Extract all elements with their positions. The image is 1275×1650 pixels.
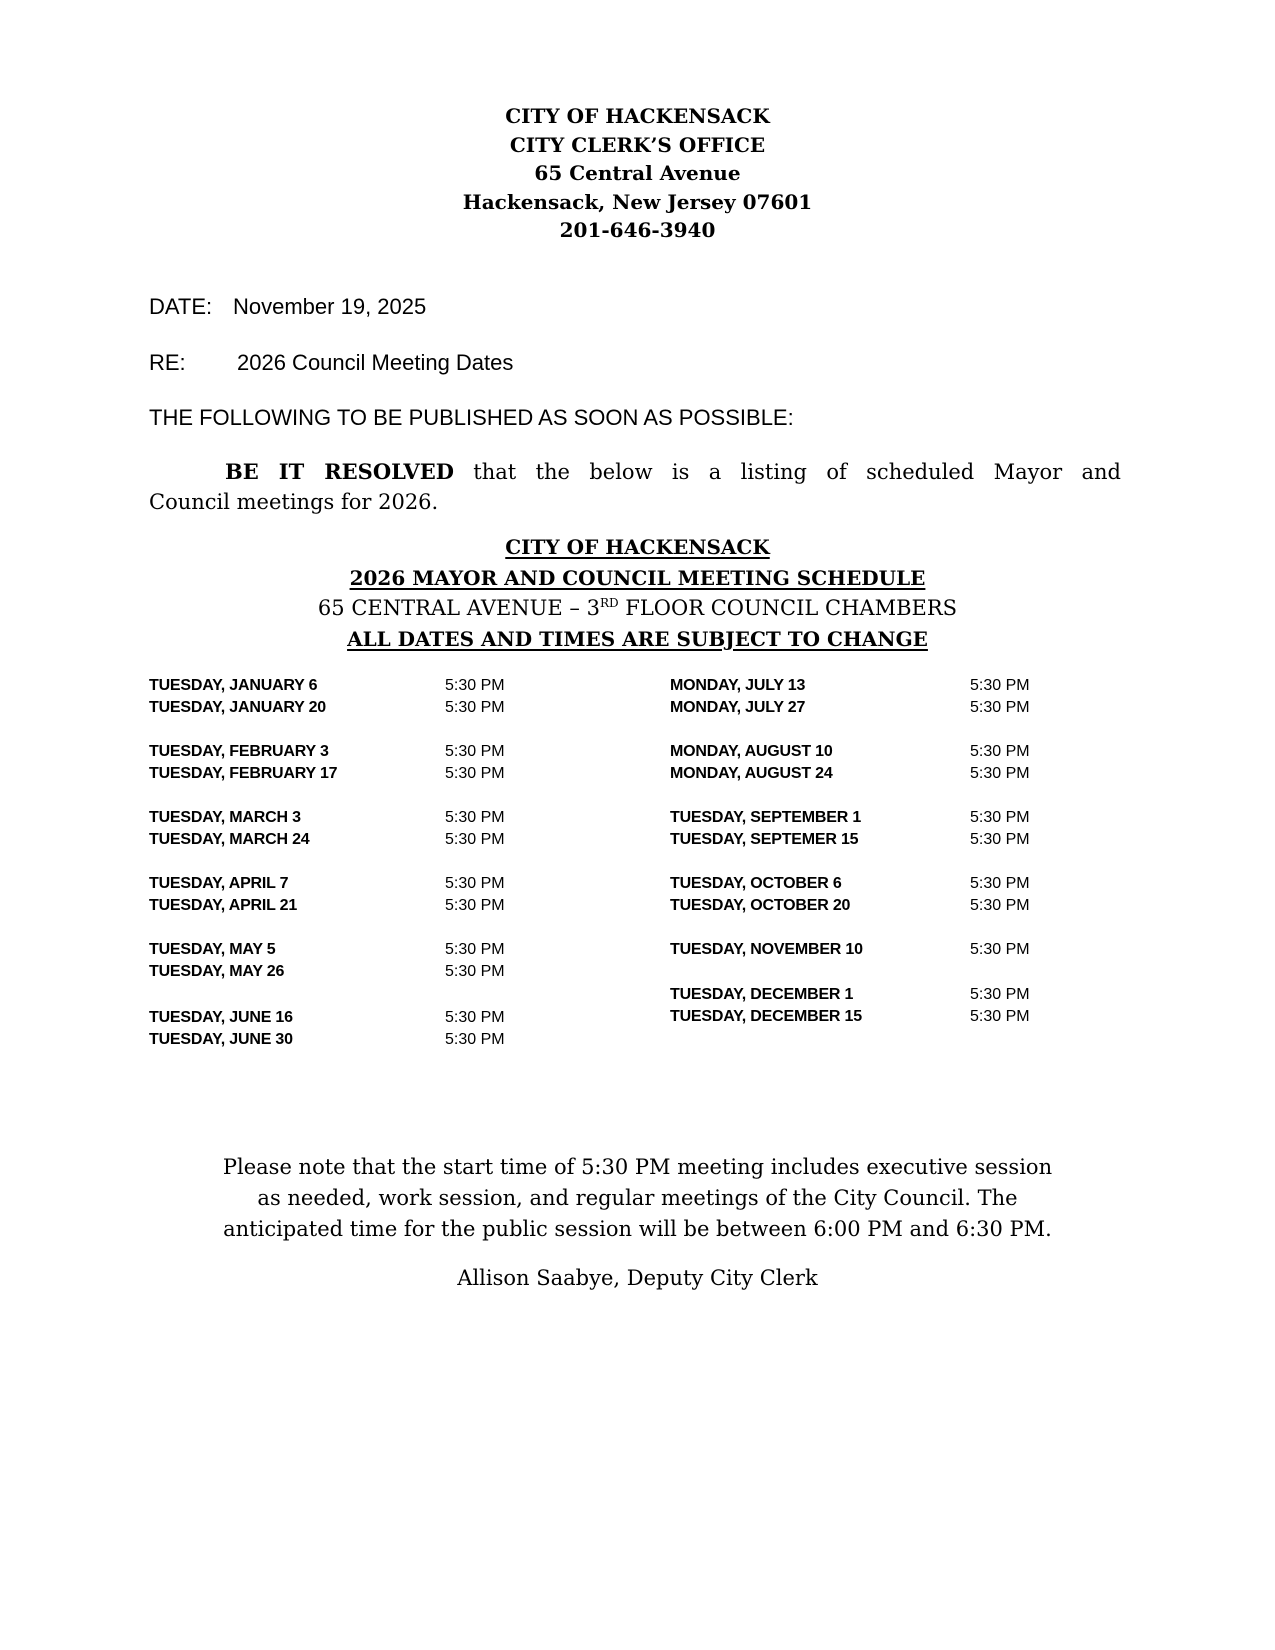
meeting-time: 5:30 PM — [445, 1031, 505, 1048]
meeting-time: 5:30 PM — [445, 765, 505, 782]
schedule-change-notice: ALL DATES AND TIMES ARE SUBJECT TO CHANGE — [347, 626, 928, 651]
meeting-time: 5:30 PM — [445, 1009, 505, 1026]
resolution-line2: Council meetings for 2026. — [149, 490, 439, 514]
meeting-date: MONDAY, AUGUST 10 — [670, 743, 833, 760]
meeting-time: 5:30 PM — [970, 765, 1030, 782]
meeting-time: 5:30 PM — [445, 699, 505, 716]
note-line-3: anticipated time for the public session will be between 6:00 PM and 6:30 PM. — [223, 1217, 1052, 1241]
meeting-time: 5:30 PM — [445, 831, 505, 848]
letterhead-city: CITY OF HACKENSACK — [505, 104, 770, 128]
signature: Allison Saabye, Deputy City Clerk — [457, 1266, 818, 1290]
letterhead — [0, 102, 1275, 245]
meeting-date: TUESDAY, OCTOBER 20 — [670, 897, 851, 914]
meeting-date: TUESDAY, JANUARY 6 — [149, 677, 318, 694]
date-label: DATE: — [149, 294, 213, 319]
meeting-time: 5:30 PM — [970, 699, 1030, 716]
meeting-date: TUESDAY, FEBRUARY 17 — [149, 765, 338, 782]
meeting-date: MONDAY, JULY 13 — [670, 677, 806, 694]
memo-re-line — [149, 350, 514, 376]
meeting-time: 5:30 PM — [445, 743, 505, 760]
memo-date-line — [149, 294, 427, 320]
meeting-time: 5:30 PM — [445, 809, 505, 826]
resolution-lead: BE IT RESOLVED — [225, 459, 454, 484]
meeting-time: 5:30 PM — [970, 875, 1030, 892]
meeting-time: 5:30 PM — [445, 677, 505, 694]
meeting-date: TUESDAY, SEPTEMBER 1 — [670, 809, 862, 826]
letterhead-street: 65 Central Avenue — [534, 161, 741, 185]
date-value: November 19, 2025 — [233, 294, 427, 319]
meeting-time: 5:30 PM — [445, 941, 505, 958]
meeting-date: TUESDAY, MARCH 24 — [149, 831, 310, 848]
meeting-date: MONDAY, JULY 27 — [670, 699, 806, 716]
meeting-time: 5:30 PM — [970, 897, 1030, 914]
meeting-time: 5:30 PM — [970, 677, 1030, 694]
resolution-text: that the below is a listing of scheduled Mayor and — [453, 460, 1121, 484]
meeting-date: TUESDAY, APRIL 7 — [149, 875, 289, 892]
meeting-time: 5:30 PM — [970, 743, 1030, 760]
letterhead-phone: 201-646-3940 — [559, 218, 716, 242]
meeting-time: 5:30 PM — [445, 897, 505, 914]
meeting-date: TUESDAY, FEBRUARY 3 — [149, 743, 329, 760]
note-line-1: Please note that the start time of 5:30 PM meeting includes executive session — [222, 1155, 1053, 1179]
meeting-date: TUESDAY, JUNE 30 — [149, 1031, 293, 1048]
meeting-date: TUESDAY, SEPTEMER 15 — [670, 831, 859, 848]
publish-instruction: THE FOLLOWING TO BE PUBLISHED AS SOON AS POSSIBLE: — [149, 405, 794, 430]
schedule-note — [0, 1152, 1275, 1245]
resolution-paragraph — [149, 457, 1121, 517]
meeting-date: TUESDAY, MAY 5 — [149, 941, 276, 958]
meeting-date: TUESDAY, DECEMBER 15 — [670, 1008, 862, 1025]
meeting-time: 5:30 PM — [970, 831, 1030, 848]
note-line-2: as needed, work session, and regular meetings of the City Council. The — [257, 1186, 1018, 1210]
letterhead-city-state-zip: Hackensack, New Jersey 07601 — [462, 189, 813, 214]
meeting-time: 5:30 PM — [970, 941, 1030, 958]
meeting-date: TUESDAY, DECEMBER 1 — [670, 986, 854, 1003]
meeting-date: TUESDAY, NOVEMBER 10 — [670, 941, 863, 958]
meeting-date: TUESDAY, MARCH 3 — [149, 809, 301, 826]
meeting-date: TUESDAY, JUNE 16 — [149, 1009, 293, 1026]
schedule-title: 2026 MAYOR AND COUNCIL MEETING SCHEDULE — [349, 565, 926, 590]
meeting-time: 5:30 PM — [445, 875, 505, 892]
meeting-date: TUESDAY, MAY 26 — [149, 963, 285, 980]
meeting-date: TUESDAY, JANUARY 20 — [149, 699, 327, 716]
meeting-time: 5:30 PM — [970, 809, 1030, 826]
meeting-time: 5:30 PM — [970, 986, 1030, 1003]
letterhead-office: CITY CLERK’S OFFICE — [509, 132, 766, 157]
meeting-date: TUESDAY, APRIL 21 — [149, 897, 298, 914]
meeting-time: 5:30 PM — [970, 1008, 1030, 1025]
meeting-date: MONDAY, AUGUST 24 — [670, 765, 833, 782]
re-value: 2026 Council Meeting Dates — [237, 350, 514, 375]
meeting-time: 5:30 PM — [445, 963, 505, 980]
meeting-date: TUESDAY, OCTOBER 6 — [670, 875, 842, 892]
schedule-location: 65 CENTRAL AVENUE – 3RD FLOOR COUNCIL CHAMBERS — [317, 596, 958, 620]
re-label: RE: — [149, 350, 186, 375]
schedule-title-city: CITY OF HACKENSACK — [505, 535, 770, 559]
schedule-header — [0, 532, 1275, 654]
